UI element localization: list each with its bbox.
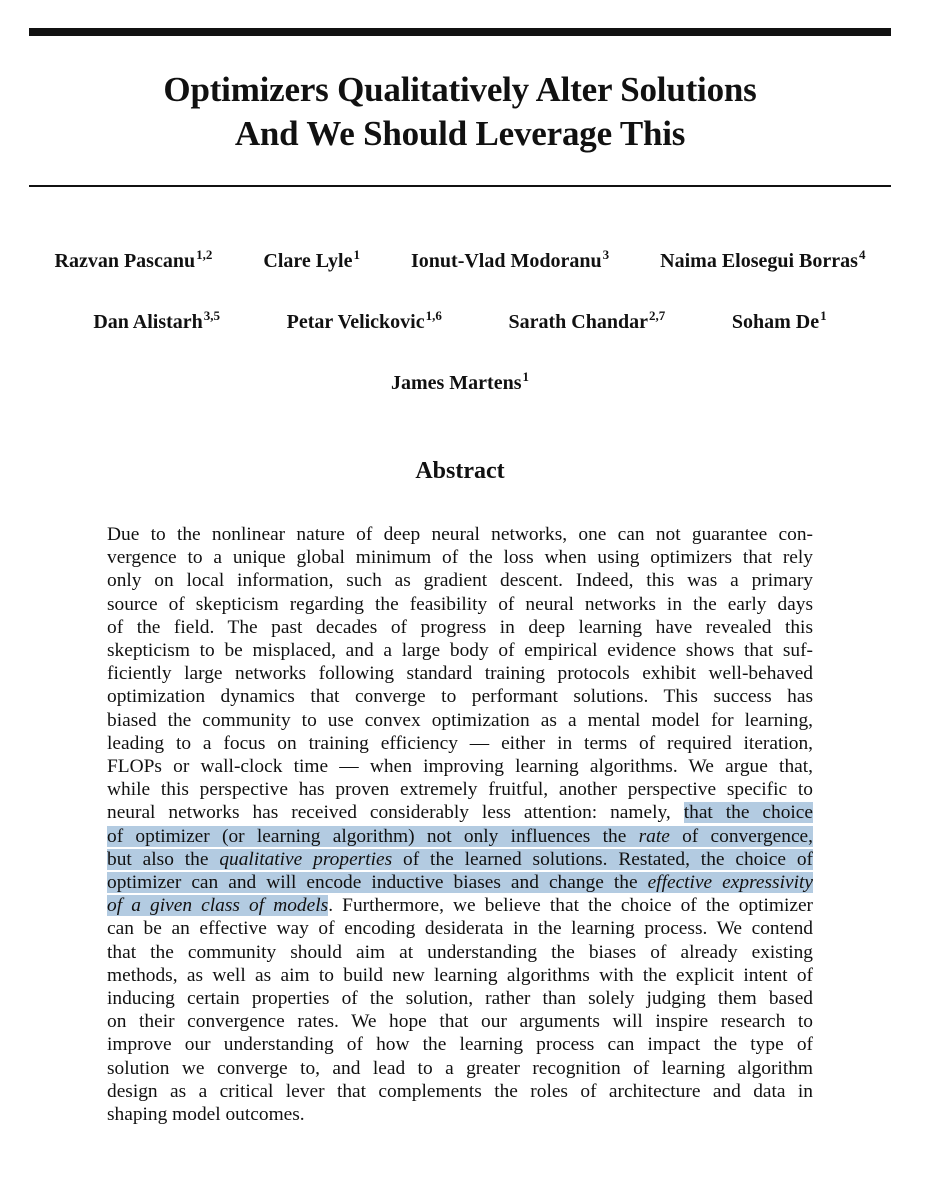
emphasis-text: qualitative properties	[219, 848, 393, 870]
abstract-line: optimization dynamics that converge to performant solutions. This success has	[107, 686, 813, 708]
abstract-line: inducing certain properties of the solution, rather than solely judging them based	[107, 988, 813, 1010]
abstract-line: of a given class of models. Furthermore, we believe that the choice of the optimizer	[107, 895, 814, 917]
title-line-2: And We Should Leverage This	[234, 114, 686, 153]
abstract-line: improve our understanding of how the learning process can impact the type of	[107, 1034, 813, 1056]
top-rule	[29, 28, 891, 36]
abstract-line: while this perspective has proven extremely fruitful, another perspective specific to	[107, 779, 813, 801]
emphasis-text: rate	[638, 825, 670, 847]
abstract-line: source of skepticism regarding the feasibility of neural networks in the early days	[107, 593, 813, 615]
abstract-line	[107, 825, 813, 848]
author-row-1	[29, 248, 891, 274]
abstract-line: skepticism to be misplaced, and a large body of empirical evidence shows that suf-	[107, 640, 813, 662]
highlighted-text[interactable]: of a given class of models	[107, 895, 329, 917]
highlighted-text[interactable]: but also the qualitative properties of the learned solutions. Restated, the choice of	[107, 848, 814, 870]
author: Ionut-Vlad Modoranu$^3$	[411, 247, 610, 272]
abstract-line: can be an effective way of encoding desiderata in the learning process. We contend	[107, 918, 813, 940]
abstract-heading: Abstract	[415, 458, 505, 484]
highlighted-text[interactable]: that the choice	[683, 802, 814, 824]
title-line-1: Optimizers Qualitatively Alter Solutions	[163, 70, 757, 109]
abstract-line: neural networks has received considerably less attention: namely, that the choice	[107, 802, 814, 824]
author: Naima Elosegui Borras$^4$	[660, 247, 866, 272]
highlighted-text[interactable]: of optimizer (or learning algorithm) not only influences the rate of convergence,	[107, 825, 814, 847]
emphasis-text: effective expressivity	[647, 872, 813, 894]
abstract-line: methods, as well as aim to build new learning algorithms with the explicit intent of	[107, 964, 813, 986]
author-row-3	[29, 370, 891, 396]
author: Razvan Pascanu$^{1,2}$	[54, 247, 213, 272]
author: Soham De$^1$	[731, 308, 827, 333]
abstract-line: leading to a focus on training efficiency — either in terms of required iteration,	[107, 732, 813, 754]
author: Dan Alistarh$^{3,5}$	[93, 308, 221, 333]
author-row-2	[60, 309, 860, 335]
abstract-line: vergence to a unique global minimum of the loss when using optimizers that rely	[107, 547, 813, 569]
abstract-line: only on local information, such as gradient descent. Indeed, this was a primary	[107, 570, 813, 592]
abstract-line: that the community should aim at understanding the biases of already existing	[107, 941, 813, 963]
abstract-line	[107, 871, 813, 894]
abstract-line: ficiently large networks following standard training protocols exhibit well-behaved	[107, 663, 813, 685]
author: James Martens$^1$	[390, 369, 530, 394]
paper-title	[29, 68, 891, 156]
author: Sarath Chandar$^{2,7}$	[508, 308, 666, 333]
abstract-line: Due to the nonlinear nature of deep neural networks, one can not guarantee con-	[107, 524, 813, 545]
abstract-line	[107, 848, 813, 871]
abstract-line: shaping model outcomes.	[107, 1104, 305, 1126]
title-divider	[29, 185, 891, 187]
highlighted-text[interactable]: optimizer can and will encode inductive biases and change the effective expressivity	[107, 872, 813, 894]
abstract-body	[107, 523, 813, 1126]
abstract-line: FLOPs or wall-clock time — when improving learning algorithms. We argue that,	[107, 756, 813, 778]
abstract-line: on their convergence rates. We hope that our arguments will inspire research to	[107, 1011, 813, 1033]
abstract-line: biased the community to use convex optimization as a mental model for learning,	[107, 709, 813, 731]
abstract-line: solution we converge to, and lead to a greater recognition of learning algorithm	[107, 1057, 813, 1079]
abstract-line: of the field. The past decades of progress in deep learning have revealed this	[107, 616, 813, 638]
author: Petar Velickovic$^{1,6}$	[286, 308, 442, 333]
author: Clare Lyle$^1$	[263, 247, 360, 272]
abstract-line: design as a critical lever that complements the roles of architecture and data in	[107, 1080, 813, 1102]
